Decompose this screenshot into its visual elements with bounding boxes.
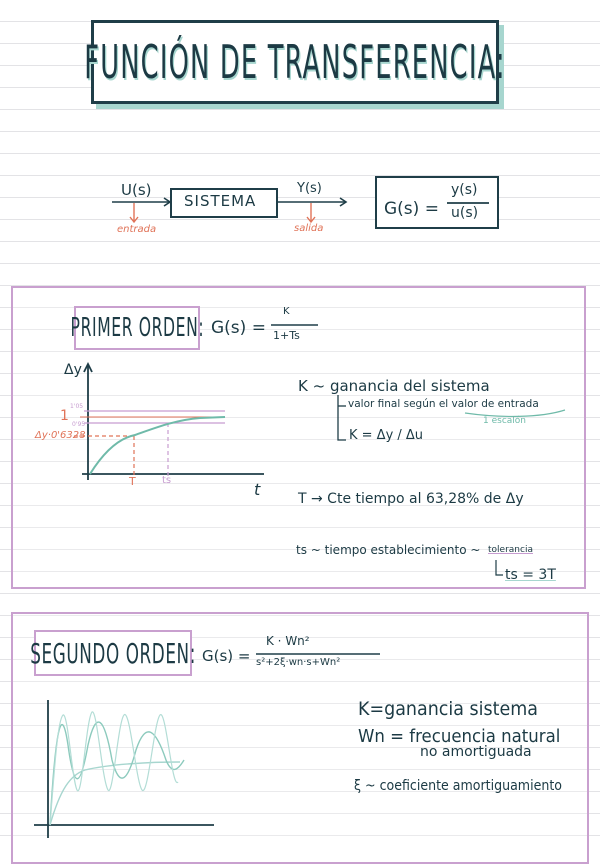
ts-definition: ts ~ tiempo establecimiento ~ bbox=[296, 543, 481, 557]
first-order-heading: PRIMER ORDEN: bbox=[70, 313, 204, 343]
k-formula: K = Δy / Δu bbox=[349, 428, 424, 443]
xi-definition: ξ ~ coeficiente amortiguamiento bbox=[354, 778, 562, 794]
input-note: entrada bbox=[117, 224, 157, 235]
transfer-formula-num: y(s) bbox=[451, 182, 478, 198]
tick-06328: Δy·0'6328 bbox=[35, 430, 86, 441]
output-note: salida bbox=[294, 223, 324, 234]
tick-095: 0'95 bbox=[72, 421, 86, 428]
output-label: Y(s) bbox=[297, 181, 322, 196]
system-label: SISTEMA bbox=[184, 192, 257, 210]
second-order-heading: SEGUNDO ORDEN: bbox=[30, 636, 196, 670]
ts-tag: tolerancia bbox=[488, 545, 533, 555]
page-title: FUNCIÓN DE TRANSFERENCIA: bbox=[84, 35, 506, 89]
second-order-formula-num: K · Wn² bbox=[266, 634, 310, 648]
second-order-formula-den: s²+2ξ·wn·s+Wn² bbox=[256, 657, 341, 668]
first-order-y-axis-label: Δy bbox=[64, 362, 82, 378]
mark-T: T bbox=[129, 475, 136, 488]
k-subnote: valor final según el valor de entrada bbox=[348, 398, 539, 410]
tick-1: 1 bbox=[60, 408, 69, 424]
first-order-formula-den: 1+Ts bbox=[273, 329, 300, 342]
input-label: U(s) bbox=[121, 181, 152, 199]
first-order-x-axis-label: t bbox=[254, 480, 261, 499]
transfer-formula-lhs: G(s) = bbox=[384, 199, 439, 219]
first-order-formula-lhs: G(s) = bbox=[211, 318, 266, 338]
k-definition: K ~ ganancia del sistema bbox=[298, 377, 490, 395]
first-order-formula-num: K bbox=[283, 306, 290, 317]
t-definition: T → Cte tiempo al 63,28% de Δy bbox=[298, 491, 524, 507]
transfer-formula-den: u(s) bbox=[451, 205, 479, 221]
k-tag: 1 escalón bbox=[483, 416, 526, 426]
ts-formula: ts = 3T bbox=[505, 567, 556, 583]
wn-definition: Wn = frecuencia natural bbox=[358, 726, 561, 747]
second-order-formula-lhs: G(s) = bbox=[202, 647, 251, 665]
tick-105: 1'05 bbox=[70, 403, 84, 410]
wn-subnote: no amortiguada bbox=[420, 744, 532, 760]
mark-ts: ts bbox=[162, 475, 172, 486]
second-k-definition: K=ganancia sistema bbox=[358, 698, 538, 720]
